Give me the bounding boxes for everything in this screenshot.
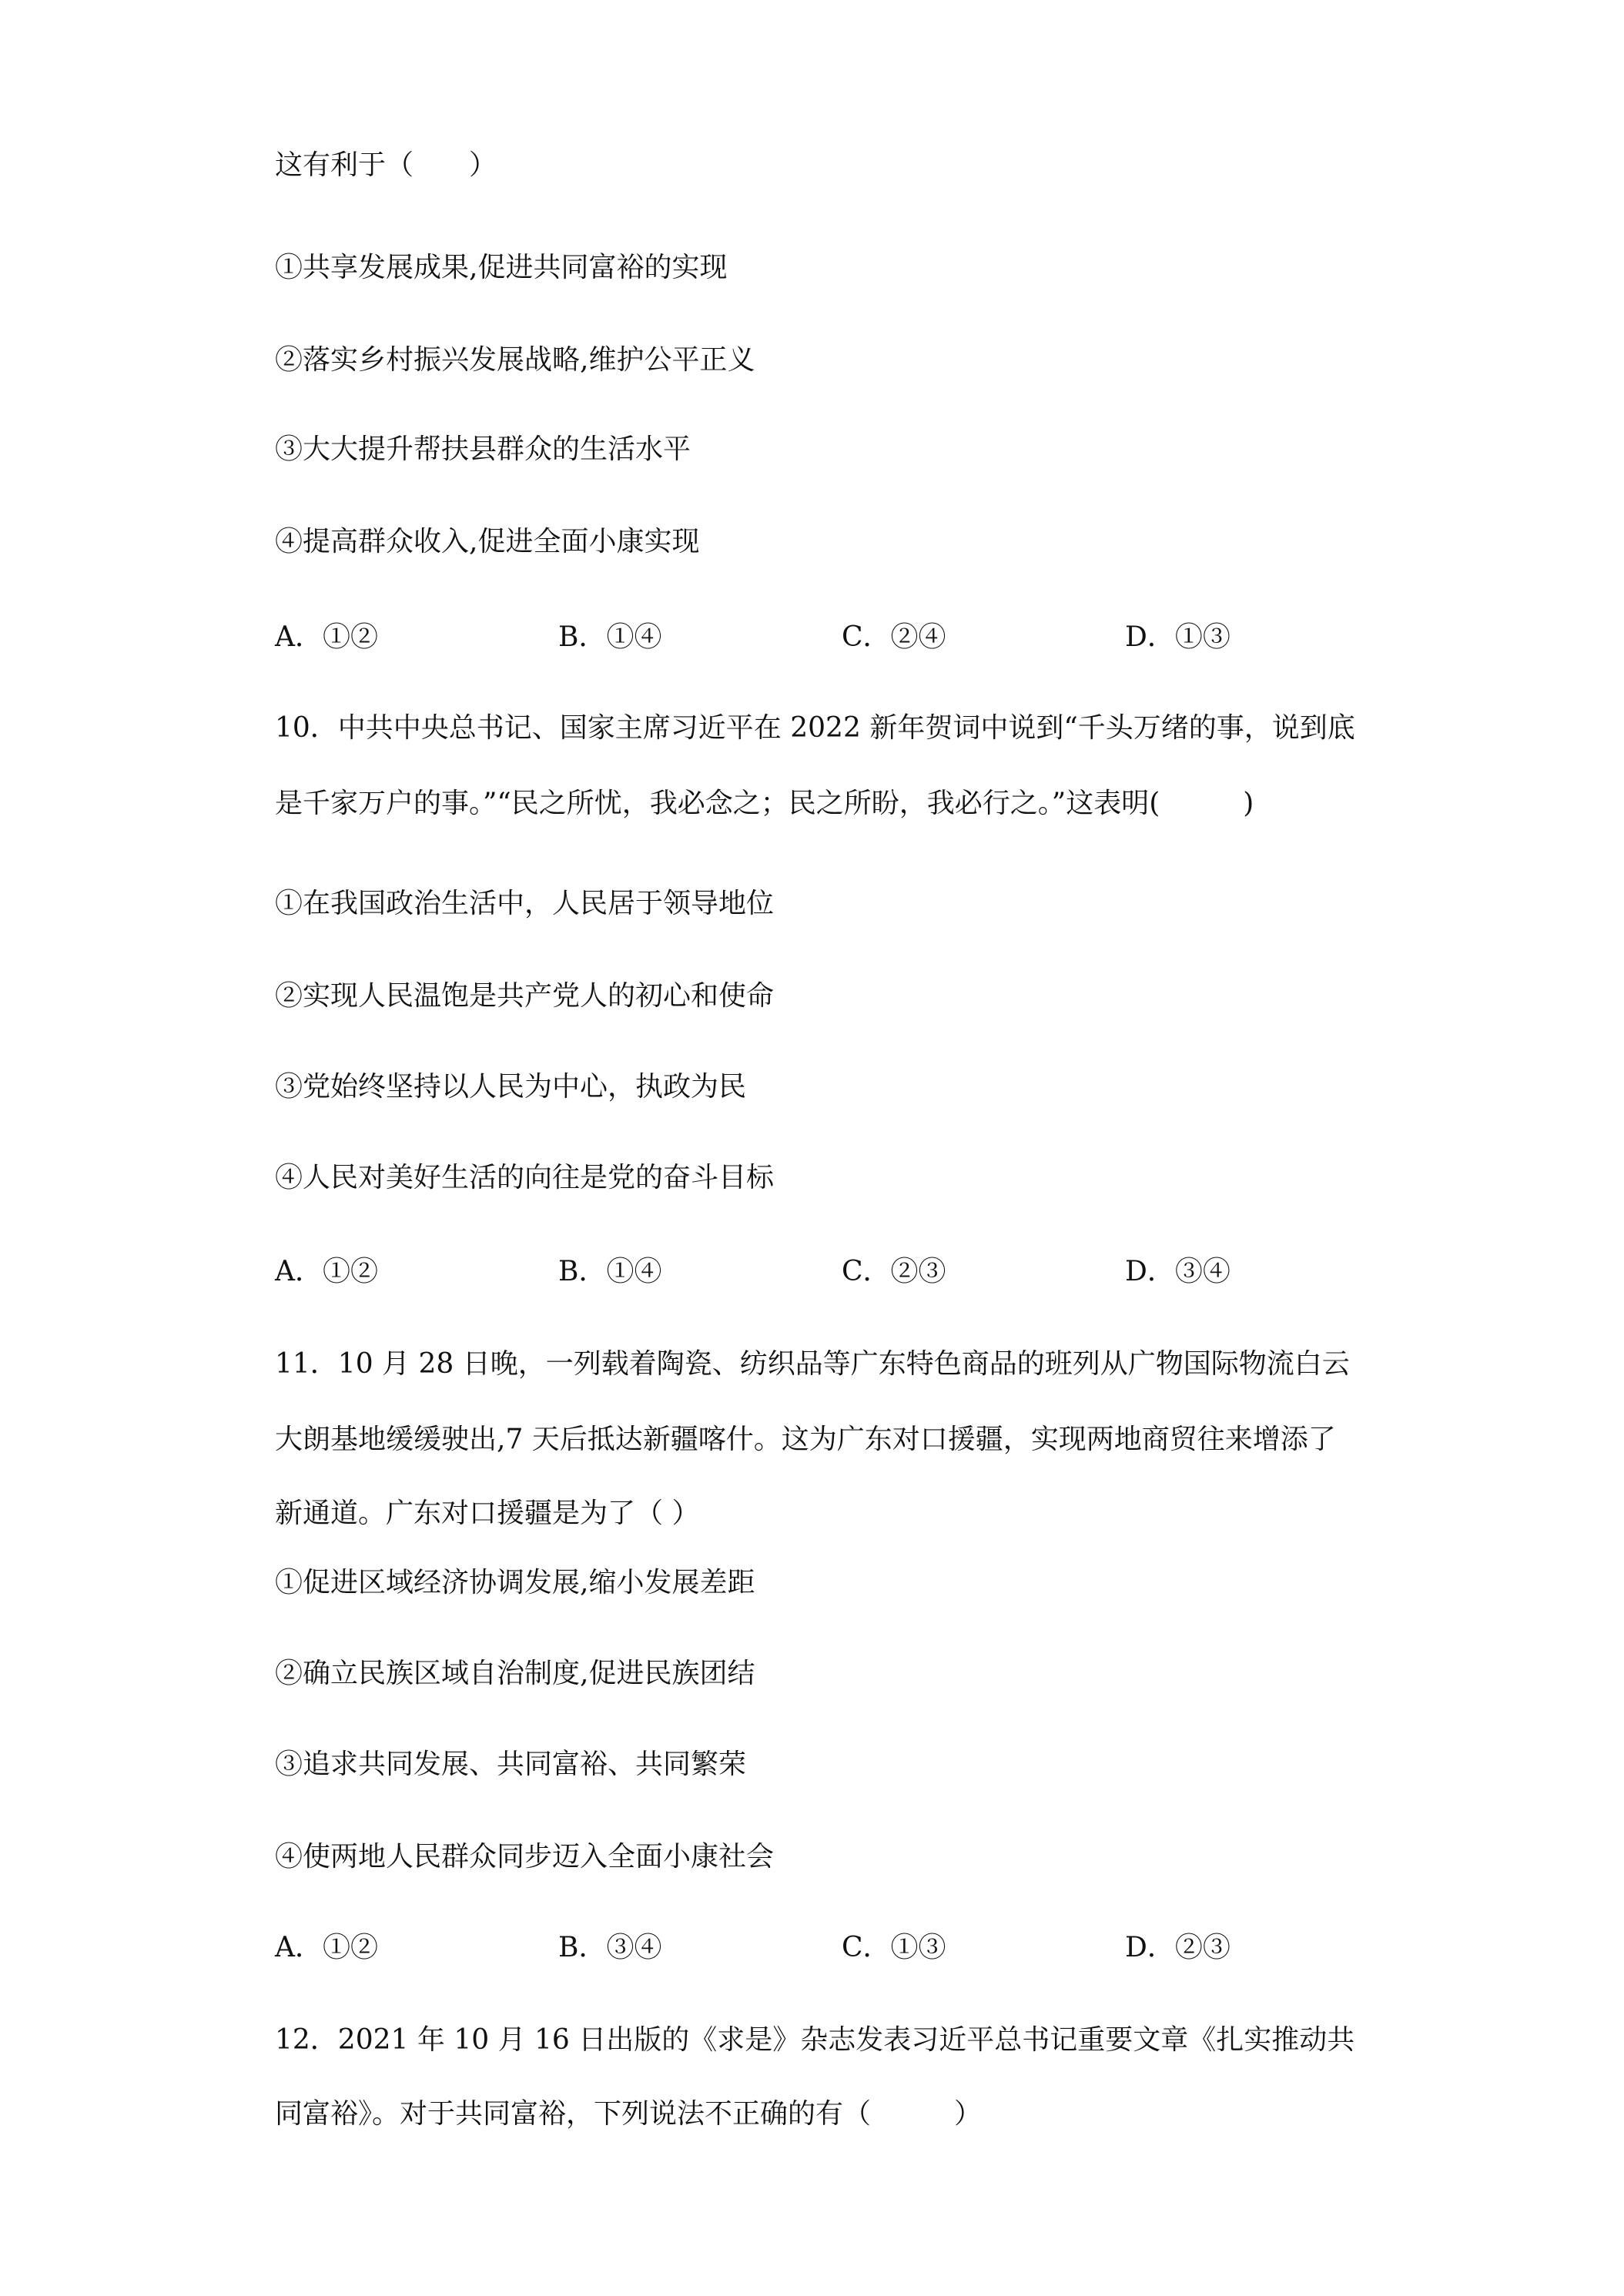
q9-option-c: C．②④ (842, 621, 946, 653)
q10-item-2: ②实现人民温饱是共产党人的初心和使命 (275, 980, 775, 1012)
q11-item-3: ③追求共同发展、共同富裕、共同繁荣 (275, 1749, 747, 1780)
q9-item-3: ③大大提升帮扶县群众的生活水平 (275, 433, 691, 465)
q10-item-1: ①在我国政治生活中，人民居于领导地位 (275, 888, 775, 919)
q11-stem-line-1: 11．10 月 28 日晚，一列载着陶瓷、纺织品等广东特色商品的班列从广物国际物流白云 (275, 1348, 1350, 1380)
q11-option-a: A．①② (275, 1932, 378, 1963)
q11-option-c: C．①③ (842, 1932, 946, 1963)
q10-option-b: B．①④ (558, 1256, 662, 1287)
q11-item-4: ④使两地人民群众同步迈入全面小康社会 (275, 1841, 775, 1873)
q9-stem-tail: 这有利于（ ） (275, 149, 497, 181)
q11-item-1: ①促进区域经济协调发展,缩小发展差距 (275, 1567, 755, 1598)
q9-option-a: A．①② (275, 621, 378, 653)
q9-item-1: ①共享发展成果,促进共同富裕的实现 (275, 252, 728, 283)
q9-option-b: B．①④ (558, 621, 662, 653)
q9-option-d: D．①③ (1125, 621, 1231, 653)
q10-option-d: D．③④ (1125, 1256, 1231, 1287)
q10-option-a: A．①② (275, 1256, 378, 1287)
q10-stem-line-2: 是千家万户的事。”“民之所忧，我必念之；民之所盼，我必行之。”这表明( ) (275, 788, 1254, 819)
q12-stem-line-2: 同富裕》。对于共同富裕，下列说法不正确的有（ ） (275, 2098, 983, 2130)
q11-option-d: D．②③ (1125, 1932, 1231, 1963)
q10-item-4: ④人民对美好生活的向往是党的奋斗目标 (275, 1162, 775, 1193)
q10-option-c: C．②③ (842, 1256, 946, 1287)
q10-item-3: ③党始终坚持以人民为中心，执政为民 (275, 1071, 747, 1103)
q12-stem-line-1: 12．2021 年 10 月 16 日出版的《求是》杂志发表习近平总书记重要文章《扎实推动共 (275, 2024, 1355, 2056)
q11-option-b: B．③④ (558, 1932, 662, 1963)
q10-stem-line-1: 10．中共中央总书记、国家主席习近平在 2022 新年贺词中说到“千头万绪的事，说到底 (275, 712, 1355, 744)
q9-item-2: ②落实乡村振兴发展战略,维护公平正义 (275, 344, 755, 376)
q11-item-2: ②确立民族区域自治制度,促进民族团结 (275, 1658, 755, 1689)
q11-stem-line-2: 大朗基地缓缓驶出,7 天后抵达新疆喀什。这为广东对口援疆，实现两地商贸往来增添了 (275, 1424, 1336, 1455)
q11-stem-line-3: 新通道。广东对口援疆是为了（ ） (275, 1498, 700, 1529)
q9-item-4: ④提高群众收入,促进全面小康实现 (275, 526, 700, 557)
